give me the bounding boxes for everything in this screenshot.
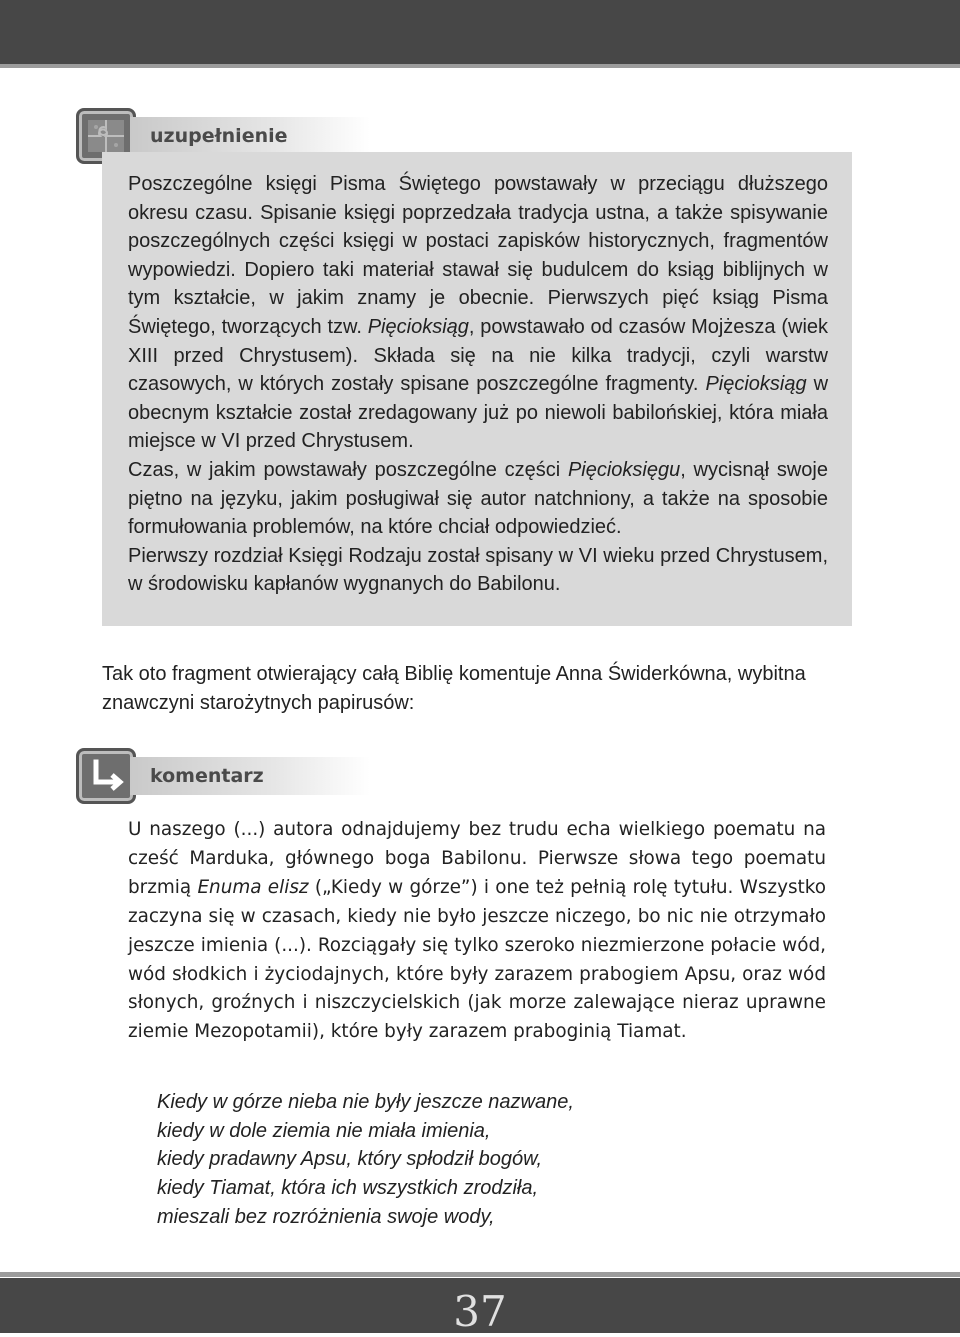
poem-line: kiedy w dole ziemia nie miała imienia, — [157, 1119, 491, 1142]
arrow-turn-icon — [76, 748, 136, 804]
intro-paragraph: Tak oto fragment otwierający całą Biblię komentuje Anna Świderkówna, wybitna znawczyni starożytnych papirusów: — [102, 663, 806, 714]
supplement-paragraph-1 — [128, 170, 828, 456]
bottom-divider — [0, 1272, 960, 1277]
supplement-label: uzupełnienie — [150, 125, 288, 147]
comment-end: („Kiedy w górze”) i one też pełnią rolę tytułu. Wszystko zaczyna się w czasach, kiedy nie było jeszcze niczego, bo nic nie otrzymało jeszcze imienia (...). Rozciągały się tylko szeroko niezmierzone połacie wód, wód słodkich i życiodajnych, które były zarazem prabogiem Apsu, oraz wód słonych, groźnych i niszczycielskich (jak morze zalewające nieraz uprawne ziemie Mezopotamii), które były zarazem praboginią Tiamat. — [128, 876, 826, 1043]
comment-start: U naszego (...) autora odnajdujemy bez trudu echa wielkiego poematu na cześć Marduka, głównego boga Babilonu. Pierwsze słowa tego poematu brzmią — [128, 819, 826, 898]
supplement-paragraph-3: Pierwszy rozdział Księgi Rodzaju został spisany w VI wieku przed Chrystusem, w środowisku kapłanów wygnanych do Babilonu. — [128, 544, 828, 596]
comment-text — [128, 816, 826, 1047]
poem-line: kiedy pradawny Apsu, który spłodził bogów, — [157, 1148, 543, 1171]
top-bar — [0, 0, 960, 64]
supplement-paragraph-2 — [128, 456, 828, 542]
poem-line: mieszali bez rozróżnienia swoje wody, — [157, 1205, 495, 1228]
supplement-p1-italic-2: Pięcioksiąg — [705, 373, 807, 396]
comment-paragraph — [128, 816, 826, 1047]
poem-line: kiedy Tiamat, która ich wszystkich zrodziła, — [157, 1177, 539, 1200]
supplement-label-band — [130, 117, 370, 155]
comment-italic: Enuma elisz — [197, 876, 309, 898]
poem — [157, 1088, 797, 1232]
supplement-p2-end: , wycisnął swoje piętno na języku, jakim posługiwał się autor natchniony, a także na sposobie formułowania problemów, na które chciał odpowiedzieć. — [128, 458, 828, 539]
top-divider — [0, 64, 960, 68]
supplement-p2-italic: Pięcioksięgu — [567, 458, 681, 481]
supplement-p1-italic-1: Pięcioksiąg — [367, 315, 469, 338]
supplement-p1-end: w obecnym kształcie został zredagowany już po niewoli babilońskiej, która miała miejsce w VI przed Chrystusem. — [128, 373, 829, 453]
comment-header — [76, 748, 370, 804]
comment-label: komentarz — [150, 765, 264, 787]
supplement-p1-mid: , powstawało od czasów Mojżesza (wiek XIII przed Chrystusem). Składa się na nie kilka tradycji, czyli warstw czasowych, w których zostały spisane poszczególne fragmenty. — [128, 315, 829, 396]
supplement-p1-text: Poszczególne księgi Pisma Świętego powstawały w przeciągu dłuższego okresu czasu. Spisanie księgi poprzedzała tradycja ustna, a także spisywanie poszczególnych części księgi w postaci zapisków historycznych, fragmentów wypowiedzi. Dopiero taki materiał stawał się budulcem do ksiąg biblijnych w tym kształcie, w jakim znamy je obecnie. Pierwszych pięć ksiąg Pisma Świętego, tworzących tzw. — [128, 173, 828, 338]
supplement-p2-start: Czas, w jakim powstawały poszczególne części — [128, 458, 568, 481]
poem-line: Kiedy w górze nieba nie były jeszcze nazwane, — [157, 1091, 574, 1113]
supplement-text — [128, 170, 828, 599]
comment-label-band — [130, 757, 370, 795]
page-number: 37 — [453, 1287, 507, 1336]
